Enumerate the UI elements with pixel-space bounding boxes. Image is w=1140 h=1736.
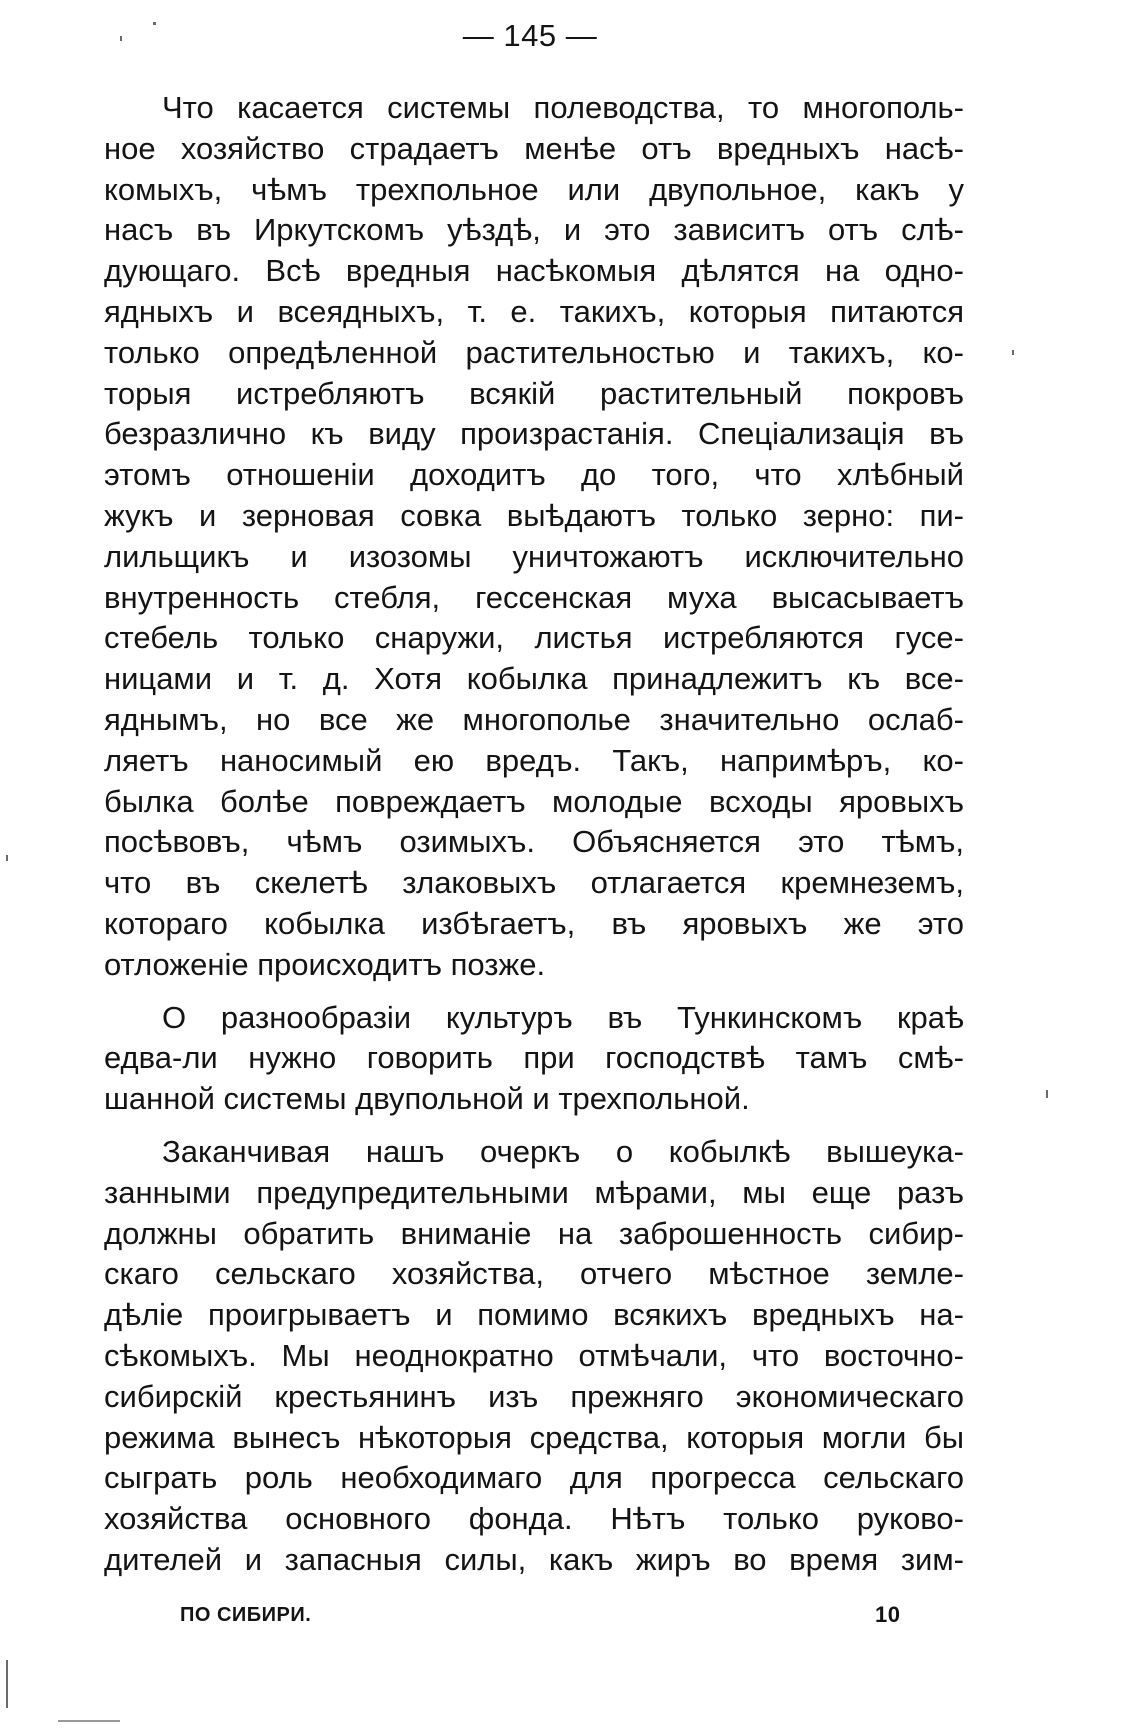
signature-mark: ПО СИБИРИ. (180, 1604, 312, 1626)
text-line: скаго сельскаго хозяйства, отчего мѣстное земле- (104, 1256, 964, 1292)
text-line: торыя истребляютъ всякій растительный покровъ (104, 375, 964, 411)
text-line: насъ въ Иркутскомъ уѣздѣ, и это зависитъ отъ слѣ- (104, 212, 964, 248)
text-line: яднымъ, но все же многополье значительно ослаб- (104, 701, 964, 737)
text-line: едва-ли нужно говорить при господствѣ тамъ смѣ- (104, 1040, 964, 1076)
scan-speck (6, 1660, 8, 1708)
text-line: посѣвовъ, чѣмъ озимыхъ. Объясняется это тѣмъ, (104, 824, 964, 860)
scan-speck (58, 1720, 120, 1722)
text-line: сибирскій крестьянинъ изъ прежняго экономическаго (104, 1378, 964, 1414)
text-line: Заканчивая нашъ очеркъ о кобылкѣ вышеука- (162, 1133, 964, 1169)
page-footer (0, 1604, 1140, 1634)
text-line: сыграть роль необходимаго для прогресса сельскаго (104, 1460, 964, 1496)
text-line: только опредѣленной растительностью и такихъ, ко- (104, 334, 964, 370)
text-line: ницами и т. д. Хотя кобылка принадлежитъ къ все- (104, 661, 964, 697)
text-line: что въ скелетѣ злаковыхъ отлагается кремнеземъ, (104, 865, 964, 901)
text-line: ядныхъ и всеядныхъ, т. е. такихъ, которыя питаются (104, 293, 964, 329)
text-line: сѣкомыхъ. Мы неоднократно отмѣчали, что восточно- (104, 1337, 964, 1373)
scan-speck (6, 855, 8, 861)
text-line: дующаго. Всѣ вредныя насѣкомыя дѣлятся на одно- (104, 253, 964, 289)
scan-speck (120, 36, 122, 41)
paragraph-3 (104, 1132, 964, 1581)
text-line: внутренность стебля, гессенская муха высасываетъ (104, 579, 964, 615)
text-line: жукъ и зерновая совка выѣдаютъ только зерно: пи- (104, 497, 964, 533)
text-line: этомъ отношеніи доходитъ до того, что хлѣбный (104, 457, 964, 493)
text-line: дителей и запасныя силы, какъ жиръ во время зим- (104, 1541, 964, 1577)
scan-speck (1046, 1090, 1048, 1098)
paragraph-gap (104, 986, 964, 998)
text-line: комыхъ, чѣмъ трехпольное или двупольное, какъ у (104, 171, 964, 207)
text-line: хозяйства основного фонда. Нѣтъ только руково- (104, 1501, 964, 1537)
paragraph-1 (104, 88, 964, 986)
text-line: стебель только снаружи, листья истребляются гусе- (104, 620, 964, 656)
text-line: безразлично къ виду произрастанія. Спеціализація въ (104, 416, 964, 452)
text-line: лильщикъ и изозомы уничтожаютъ исключительно (104, 538, 964, 574)
text-line: режима вынесъ нѣкоторыя средства, которыя могли бы (104, 1419, 964, 1455)
text-line: занными предупредительными мѣрами, мы еще разъ (104, 1174, 964, 1210)
text-line: Что касается системы полеводства, то многополь- (162, 90, 964, 125)
text-line: О разнообразіи культуръ въ Тункинскомъ краѣ (162, 999, 964, 1035)
text-line: шанной системы двупольной и трехпольной. (104, 1081, 750, 1117)
text-line: ное хозяйство страдаетъ менѣе отъ вредныхъ насѣ- (104, 130, 964, 166)
text-line: котораго кобылка избѣгаетъ, въ яровыхъ же это (104, 905, 964, 941)
page-number: — 145 — (462, 18, 598, 53)
scan-speck (153, 22, 156, 25)
sheet-number: 10 (875, 1602, 901, 1627)
text-line: отложеніе происходитъ позже. (104, 946, 546, 982)
text-line: должны обратить вниманіе на заброшенность сибир- (104, 1215, 964, 1251)
body-text (104, 88, 964, 1581)
scan-speck (1012, 350, 1014, 355)
paragraph-2 (104, 998, 964, 1120)
paragraph-gap (104, 1120, 964, 1132)
text-line: ляетъ наносимый ею вредъ. Такъ, напримѣръ, ко- (104, 742, 964, 778)
text-line: былка болѣе повреждаетъ молодые всходы яровыхъ (104, 783, 964, 819)
text-line: дѣліе проигрываетъ и помимо всякихъ вредныхъ на- (104, 1297, 964, 1333)
